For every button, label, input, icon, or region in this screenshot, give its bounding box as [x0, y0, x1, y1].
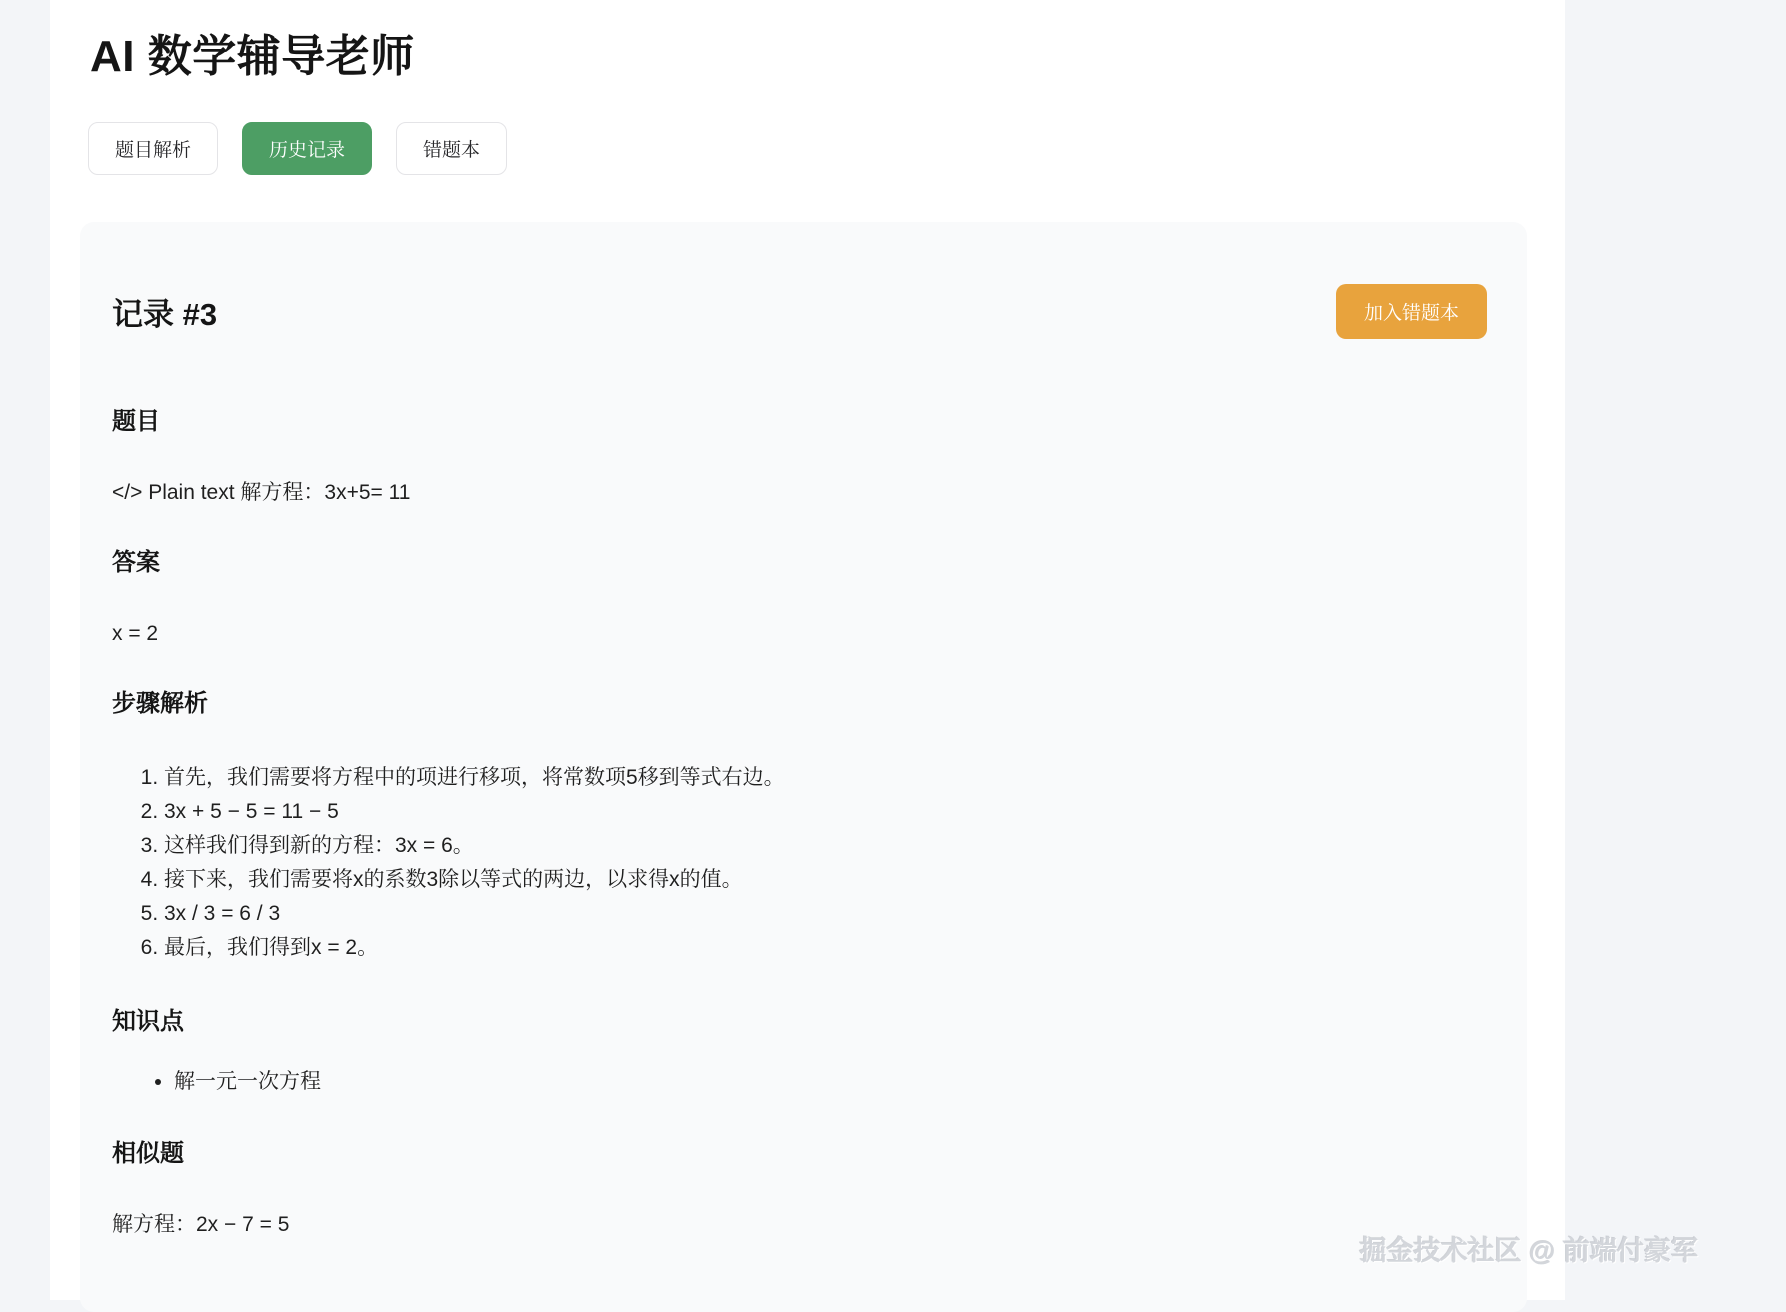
tab-bar [88, 122, 1565, 175]
step-item: 5. 3x / 3 = 6 / 3 [164, 897, 1487, 931]
step-item: 6. 最后，我们得到x = 2。 [164, 931, 1487, 965]
knowledge-list [112, 1067, 1487, 1097]
step-item: 2. 3x + 5 − 5 = 11 − 5 [164, 795, 1487, 829]
steps-list [112, 761, 1487, 965]
tab-history[interactable]: 历史记录 [242, 122, 372, 175]
answer-heading: 答案 [112, 549, 160, 576]
watermark: 掘金技术社区 @ 前端付豪军 [1359, 1236, 1698, 1266]
step-item: 4. 接下来，我们需要将x的系数3除以等式的两边，以求得x的值。 [164, 863, 1487, 897]
record-card [80, 222, 1527, 1312]
step-item: 1. 首先，我们需要将方程中的项进行移项，将常数项5移到等式右边。 [164, 761, 1487, 795]
question-heading: 题目 [112, 408, 160, 435]
page-title: AI 数学辅导老师 [90, 32, 415, 81]
step-item: 3. 这样我们得到新的方程：3x = 6。 [164, 829, 1487, 863]
answer-content: x = 2 [112, 622, 159, 645]
knowledge-item: • 解一元一次方程 [174, 1067, 1487, 1097]
record-header [112, 284, 1487, 339]
record-title: 记录 #3 [112, 297, 218, 332]
similar-heading: 相似题 [112, 1140, 184, 1167]
knowledge-heading: 知识点 [112, 1008, 184, 1035]
tab-question-analysis[interactable]: 题目解析 [88, 122, 218, 175]
app-window [50, 0, 1565, 1300]
similar-question-content: 解方程：2x − 7 = 5 [112, 1213, 290, 1236]
steps-heading: 步骤解析 [112, 690, 208, 717]
tab-mistake-book[interactable]: 错题本 [396, 122, 507, 175]
question-content: </> Plain text 解方程：3x+5= 11 [112, 481, 411, 504]
add-to-mistake-book-button[interactable]: 加入错题本 [1336, 284, 1487, 339]
